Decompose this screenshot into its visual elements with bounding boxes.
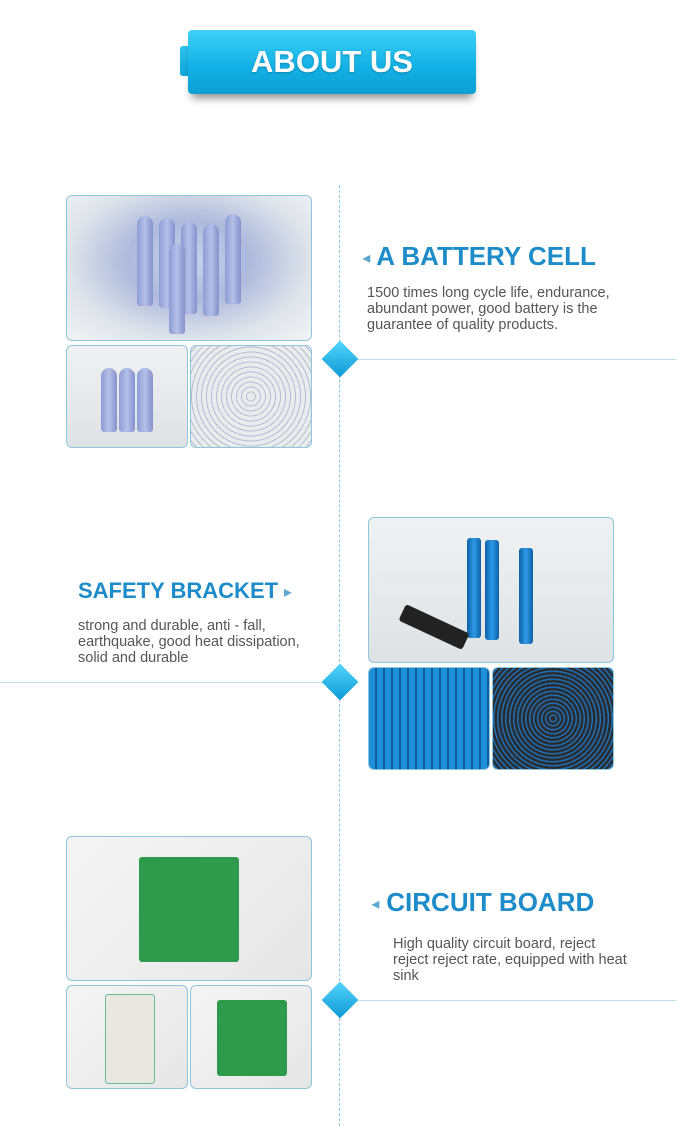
arrow-right-icon: ▸: [284, 583, 292, 600]
cells-in-box-photo: [190, 345, 312, 448]
diamond-marker-icon: [322, 341, 359, 378]
section-text-safety-bracket: strong and durable, anti - fall, earthquake, good heat dissipation, solid and durable: [78, 618, 300, 666]
banner-title: ABOUT US: [251, 44, 413, 79]
battery-cells-photo: [66, 195, 312, 341]
diamond-marker-icon: [322, 982, 359, 1019]
divider-line: [0, 682, 340, 683]
section-title-circuit-board: ◂ CIRCUIT BOARD: [372, 887, 595, 917]
board-heatsink-photo: [190, 985, 312, 1089]
arrow-left-icon: ◂: [372, 895, 380, 912]
bracket-array-photo: [492, 667, 614, 770]
section-title-battery-cell: ◂ A BATTERY CELL: [363, 241, 596, 271]
arrow-left-icon: ◂: [363, 249, 371, 266]
diamond-marker-icon: [322, 664, 359, 701]
safety-bracket-photo: [368, 517, 614, 663]
divider-line: [340, 359, 676, 360]
bracket-pack-photo: [368, 667, 490, 770]
section-text-circuit-board: High quality circuit board, reject reject reject rate, equipped with heat sink: [393, 936, 627, 984]
divider-line: [340, 1000, 676, 1001]
three-cells-photo: [66, 345, 188, 448]
about-us-banner: [188, 30, 476, 94]
section-text-battery-cell: 1500 times long cycle life, endurance, abundant power, good battery is the guarantee of quality products.: [367, 285, 610, 333]
board-back-photo: [66, 985, 188, 1089]
section-title-safety-bracket: SAFETY BRACKET ▸: [78, 578, 292, 603]
circuit-board-photo: [66, 836, 312, 981]
